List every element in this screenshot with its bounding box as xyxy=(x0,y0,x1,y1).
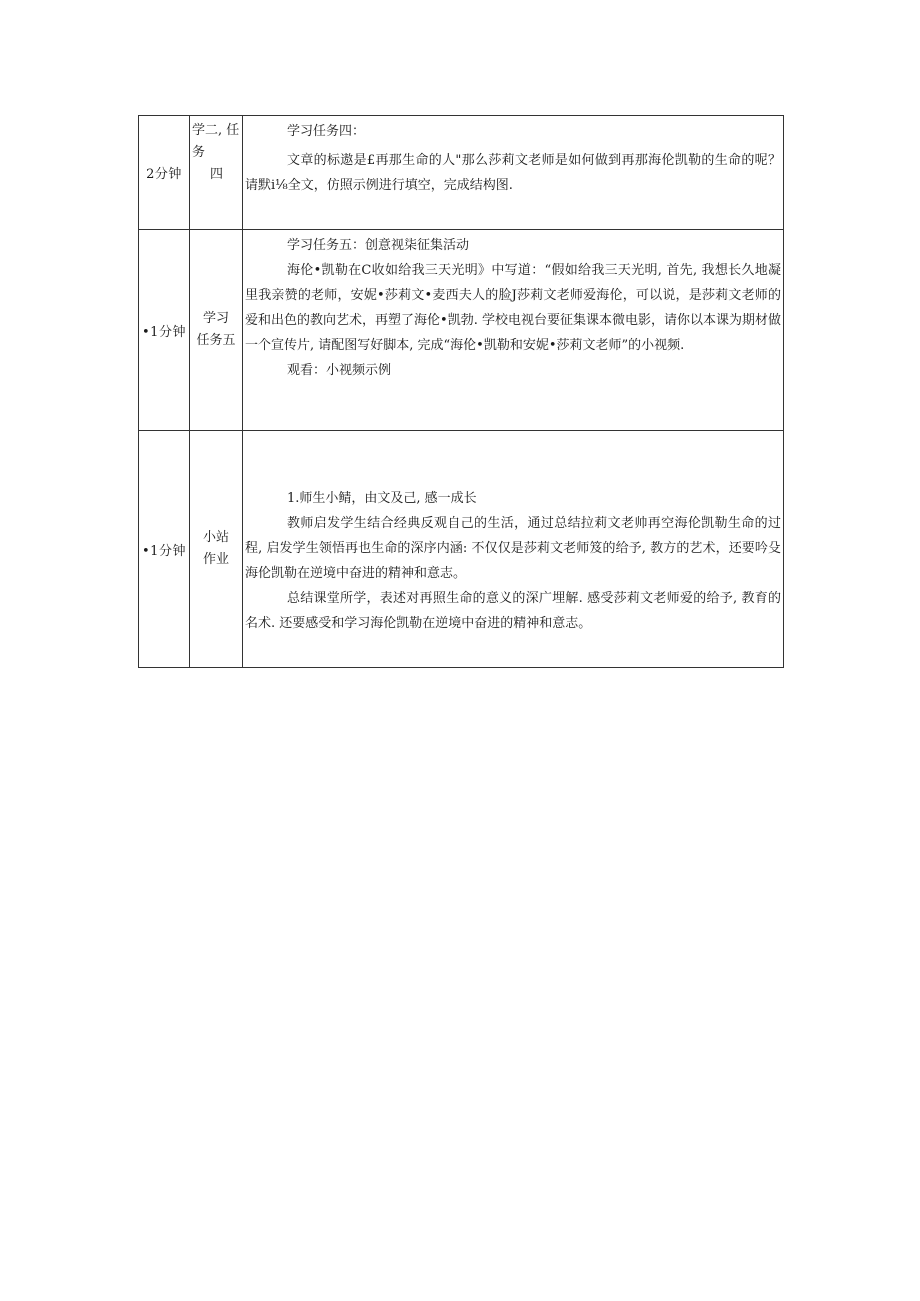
step-label: 四 xyxy=(210,167,224,182)
step-label: 作业 xyxy=(202,552,229,567)
content-cell xyxy=(243,230,784,431)
task-heading: 学习任务五：创意视柒征集活动 xyxy=(287,238,470,253)
task-paragraph: 总结课堂所学，表述对再照生命的意义的深广埋解. 感受莎莉文老师爱的给予, 教育的名术. 还要感受和学习海伦凯勒在逆境中奋进的精神和意志。 xyxy=(245,591,781,631)
step-label: 小站 xyxy=(202,530,229,545)
time-cell: •1分钟 xyxy=(139,431,190,668)
task-heading: 1.师生小鲭，由文及己, 感一成长 xyxy=(287,491,477,506)
content-cell xyxy=(243,116,784,230)
content-cell xyxy=(243,431,784,668)
step-label: 任务五 xyxy=(196,333,236,348)
lesson-plan-table xyxy=(138,115,784,668)
task-paragraph: 文章的标遨是£再那生命的人"那么莎莉文老师是如何做到再那海伦凯勒的生命的呢？请默i⅛全文，仿照示例进行填空，完成结构图. xyxy=(245,153,781,193)
step-label: 学习 xyxy=(202,311,229,326)
task-heading: 学习任务四： xyxy=(287,124,366,139)
task-paragraph: 海伦•凯勒在C收如给我三天光明》中写道：“假如给我三天光明, 首先, 我想长久地凝里我亲赞的老师，安妮•莎莉文•麦西夫人的脸J莎莉文老师爱海伦，可以说，是莎莉文老师的爱和出色的教向艺术，再塑了海伦•凯勃. 学校电视台要征集课本微电影，请你以本课为期材做一个宣传片, 请配图写好脚本, 完成“海伦•凯勒和安妮•莎莉文老师”的小视频. xyxy=(245,263,781,353)
time-cell: 2分钟 xyxy=(139,116,190,230)
table-row xyxy=(139,431,784,668)
table-row xyxy=(139,116,784,230)
table-row xyxy=(139,230,784,431)
time-cell: •1分钟 xyxy=(139,230,190,431)
task-note: 观看：小视频示例 xyxy=(287,363,392,378)
step-cell xyxy=(190,230,243,431)
step-label: 务 xyxy=(192,145,206,160)
task-paragraph: 教师启发学生结合经典反观自己的生活，通过总结拉莉文老帅再空海伦凯勒生命的过程, 启发学生领悟再也生命的深序内涵: 不仅仅是莎莉文老师笈的给予, 教方的艺术，还要吟殳海伦凯勒在逆境中奋进的精神和意志。 xyxy=(245,516,781,581)
step-cell xyxy=(190,431,243,668)
step-label: 学二, 任 xyxy=(192,123,240,138)
step-cell xyxy=(190,116,243,230)
